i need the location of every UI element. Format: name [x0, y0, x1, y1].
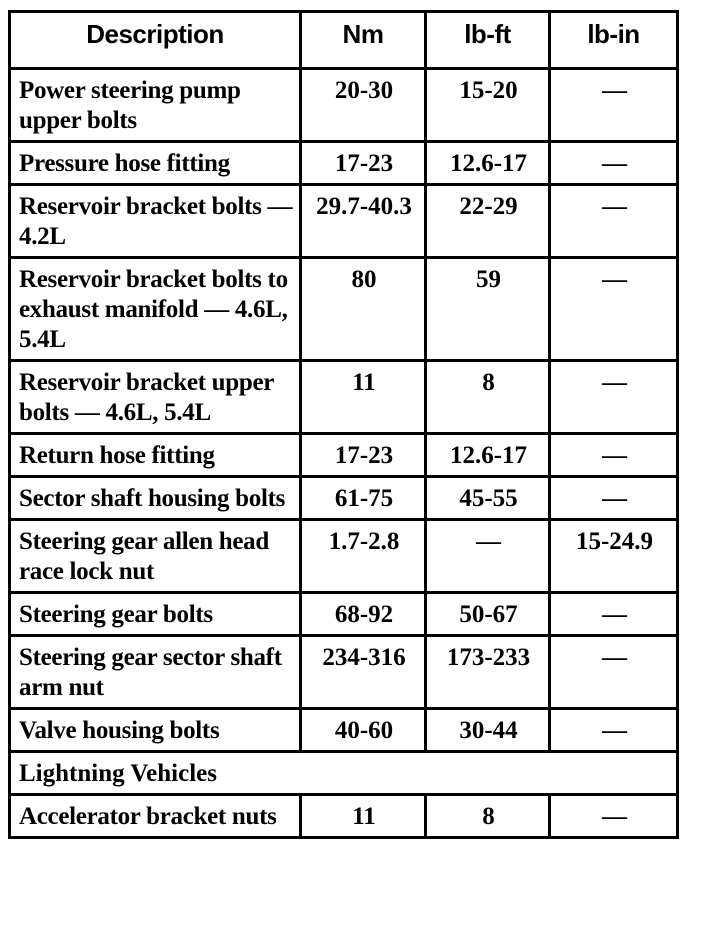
cell-nm: 61-75	[301, 477, 426, 520]
cell-lbft: 22-29	[426, 185, 550, 258]
cell-lbft: 173-233	[426, 636, 550, 709]
cell-nm: 40-60	[301, 709, 426, 752]
table-row	[10, 520, 678, 593]
table-row	[10, 477, 678, 520]
cell-lbin: —	[550, 636, 678, 709]
cell-lbft: 12.6-17	[426, 142, 550, 185]
cell-lbft: 8	[426, 361, 550, 434]
cell-description: Steering gear allen head race lock nut	[10, 520, 301, 593]
cell-description: Power steering pump upper bolts	[10, 69, 301, 142]
cell-lbft: 30-44	[426, 709, 550, 752]
cell-lbft: 45-55	[426, 477, 550, 520]
cell-description: Steering gear bolts	[10, 593, 301, 636]
cell-lbin: —	[550, 593, 678, 636]
cell-lbin: —	[550, 795, 678, 838]
cell-description: Reservoir bracket bolts to exhaust manifold — 4.6L, 5.4L	[10, 258, 301, 361]
cell-lbin: —	[550, 434, 678, 477]
table-row	[10, 593, 678, 636]
cell-lbin: —	[550, 142, 678, 185]
cell-nm: 68-92	[301, 593, 426, 636]
cell-description: Valve housing bolts	[10, 709, 301, 752]
cell-lbin: 15-24.9	[550, 520, 678, 593]
cell-nm: 234-316	[301, 636, 426, 709]
cell-nm: 17-23	[301, 142, 426, 185]
cell-lbft: 8	[426, 795, 550, 838]
cell-lbft: 12.6-17	[426, 434, 550, 477]
cell-description: Sector shaft housing bolts	[10, 477, 301, 520]
cell-nm: 80	[301, 258, 426, 361]
table-row	[10, 434, 678, 477]
torque-spec-table	[8, 10, 679, 839]
cell-nm: 11	[301, 795, 426, 838]
section-header-row	[10, 752, 678, 795]
cell-description: Accelerator bracket nuts	[10, 795, 301, 838]
cell-description: Reservoir bracket bolts — 4.2L	[10, 185, 301, 258]
cell-nm: 20-30	[301, 69, 426, 142]
table-header-row	[10, 12, 678, 69]
column-header-nm: Nm	[301, 12, 426, 69]
cell-description: Reservoir bracket upper bolts — 4.6L, 5.4L	[10, 361, 301, 434]
cell-lbft: 59	[426, 258, 550, 361]
table-row	[10, 185, 678, 258]
cell-nm: 1.7-2.8	[301, 520, 426, 593]
cell-description: Steering gear sector shaft arm nut	[10, 636, 301, 709]
column-header-lbft: lb-ft	[426, 12, 550, 69]
table-row	[10, 142, 678, 185]
cell-lbft: 15-20	[426, 69, 550, 142]
section-title: Lightning Vehicles	[10, 752, 678, 795]
cell-lbin: —	[550, 258, 678, 361]
cell-lbft: —	[426, 520, 550, 593]
table-row	[10, 709, 678, 752]
cell-lbin: —	[550, 361, 678, 434]
cell-lbin: —	[550, 477, 678, 520]
table-row	[10, 361, 678, 434]
cell-nm: 17-23	[301, 434, 426, 477]
column-header-lbin: lb-in	[550, 12, 678, 69]
column-header-description: Description	[10, 12, 301, 69]
cell-description: Pressure hose fitting	[10, 142, 301, 185]
cell-lbin: —	[550, 709, 678, 752]
cell-description: Return hose fitting	[10, 434, 301, 477]
cell-lbin: —	[550, 69, 678, 142]
cell-nm: 29.7-40.3	[301, 185, 426, 258]
table-row	[10, 258, 678, 361]
cell-lbin: —	[550, 185, 678, 258]
table-row	[10, 69, 678, 142]
cell-nm: 11	[301, 361, 426, 434]
cell-lbft: 50-67	[426, 593, 550, 636]
table-row	[10, 795, 678, 838]
table-row	[10, 636, 678, 709]
